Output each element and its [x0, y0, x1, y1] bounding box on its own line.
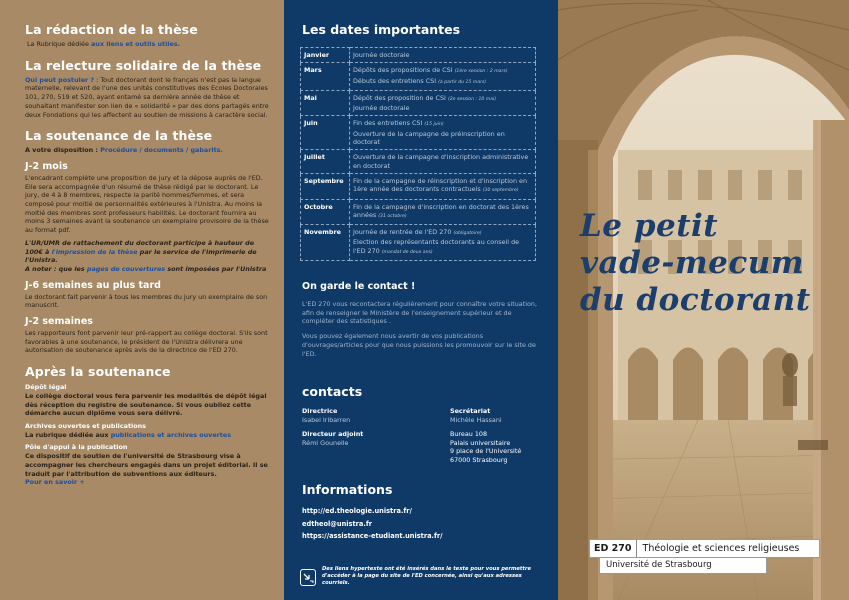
title-line: du doctorant [580, 282, 811, 318]
link-en-savoir-plus[interactable]: Pour en savoir + [25, 478, 85, 487]
contact-paragraph-1: L'ED 270 vous recontactera régulièrement pour connaître votre situation, afin de renseigner le Ministère de l'enseignement supérieur et de compléter des statistiques . [302, 300, 537, 326]
title-line: vade-mecum [580, 245, 805, 281]
j2sem-text: Les rapporteurs font parvenir leur pré-rapport au collège doctoral. S'ils sont favorables à une soutenance, le président de l'Unistra délivrera une autorisation de soutenance après avis de la directrice de l'ED 270. [25, 329, 268, 355]
event-text: Dépôts des propositions de CSI [353, 66, 455, 75]
subheading-pole: Pôle d'appui à la publication [25, 443, 128, 452]
date-row [301, 63, 536, 91]
link-ed-site[interactable]: http://ed.theologie.unistra.fr/ [302, 507, 412, 516]
date-event [353, 130, 532, 147]
subheading-depot: Dépôt légal [25, 383, 67, 392]
date-events [350, 116, 536, 150]
directrice-name[interactable]: Isabel Iribarren [302, 415, 351, 424]
event-text: Dépôt des proposition de CSI [353, 93, 448, 102]
text: La rubrique dédiée aux [25, 430, 111, 439]
j2mois-text: L'encadrant complète une proposition de jury et la dépose auprès de l'ED. Elle sera accompagnée d'un résumé de thèse rédigé par le doctorant. Le jury, de 4 à 8 membres, respecte la parité hommes/femmes, et sera composé pour moitié de personnalités extérieures à l'Unistra. Au moins la moitié des membres sont professeurs habilités. Le doctorant fournira au moins 3 semaines avant la soutenance un exemplaire provisoire de la thèse au format pdf. [25, 173, 269, 235]
adjoint-name[interactable]: Rémi Gounelle [302, 438, 349, 447]
event-text: Débuts des entretiens CSI [353, 76, 439, 85]
contacts-col-right [450, 407, 521, 464]
event-detail: (2e session : 10 mai) [447, 96, 497, 102]
subheading-j2sem: J-2 semaines [25, 316, 93, 328]
date-events [350, 225, 536, 261]
event-detail: (mandat de deux ans) [381, 249, 433, 255]
secretariat-role: Secrétariat [450, 407, 491, 416]
left-panel [0, 0, 284, 600]
footer-note-text: Des liens hypertexte ont été insérés dans le texte pour vous permettre d'accéder à la page du site de l'ED concernée, ainsi qu'aux adresses courriels. [322, 566, 531, 587]
link-assistance[interactable]: https://assistance-etudiant.unistra.fr/ [302, 532, 443, 541]
subheading-archives: Archives ouvertes et publications [25, 421, 146, 430]
contacts-col-left [302, 407, 450, 464]
address-line: 9 place de l'Université [450, 447, 522, 456]
text: : Tout doctorant dont le français n'est pas la langue maternelle, relevant de l'une des unités constitutives des Ecoles Doctorales 101, 270, 519 et 520, ayant entamé sa dernière année de thèse et souhaitant manifester son lien de « solidarité » par des dons partagés entre deux Fondations qui les affectent au soutien de missions à caractère social. [25, 75, 269, 119]
link-qui-peut-postuler[interactable]: Qui peut postuler ? [25, 75, 95, 84]
date-month: Octobre [301, 199, 350, 225]
address-line: Bureau 108 [450, 430, 488, 439]
date-row [301, 225, 536, 261]
event-detail: (31 octobre) [378, 213, 407, 219]
dates-title: Les dates importantes [302, 22, 461, 37]
address-line: 67000 Strasbourg [450, 455, 508, 464]
date-event [353, 228, 532, 238]
date-event [353, 238, 532, 257]
date-events [350, 173, 536, 199]
brochure-title [580, 208, 811, 319]
subheading-j2mois: J-2 mois [25, 160, 68, 172]
directrice-role: Directrice [302, 407, 338, 416]
informations-title: Informations [302, 482, 393, 498]
date-event [353, 177, 532, 196]
date-month: Juin [301, 116, 350, 150]
event-detail: (à partir du 15 mars) [438, 79, 487, 85]
section-text [25, 76, 270, 120]
date-event [353, 104, 532, 112]
link-couvertures[interactable]: pages de couvertures [86, 264, 166, 273]
date-row [301, 116, 536, 150]
contact-title: On garde le contact ! [302, 281, 416, 293]
event-detail: (obligatoire) [453, 231, 482, 237]
footer-note [300, 566, 550, 588]
pole-text: Ce dispositif de soutien de l'université de Strasbourg vise à accompagner les chercheurs engagés dans un projet éditorial. Il se traduit par l'attribution de subventions aux éditeurs. [25, 452, 268, 478]
text: La Rubrique dédiée [27, 40, 89, 48]
event-detail: (15 juin) [424, 122, 444, 128]
event-text: Journée de rentrée de l'ED 270 [353, 228, 454, 237]
date-month: Novembre [301, 225, 350, 261]
date-event [353, 77, 532, 87]
umr-note [25, 239, 270, 274]
text: A votre disposition : [25, 146, 98, 155]
event-text: Journée doctorale [353, 51, 410, 59]
dates-table [300, 47, 536, 261]
hyperlink-icon [300, 569, 316, 586]
date-row [301, 199, 536, 225]
date-month: Juillet [301, 150, 350, 174]
date-event [353, 51, 532, 59]
section-title: La relecture solidaire de la thèse [25, 57, 262, 73]
section-relecture [25, 58, 270, 120]
secretariat-name[interactable]: Michèle Hassani [450, 415, 502, 424]
info-links [302, 505, 544, 543]
event-text: Ouverture de la campagne de préinscription en doctorat [353, 129, 505, 147]
date-row [301, 90, 536, 116]
event-text: Election des représentants doctorants au conseil de l'ED 270 [353, 238, 520, 255]
link-archives[interactable]: publications et archives ouvertes [110, 430, 232, 439]
j6-text: Le doctorant fait parvenir à tous les membres du jury un exemplaire de son manuscrit. [25, 292, 268, 310]
event-detail: (30 septembre) [482, 188, 519, 194]
date-month: Mai [301, 90, 350, 116]
date-event [353, 66, 532, 76]
event-detail: (1ère session : 2 mars) [454, 69, 508, 75]
date-month: Septembre [301, 173, 350, 199]
adjoint-role: Directeur adjoint [302, 430, 364, 439]
date-events [350, 90, 536, 116]
date-row [301, 150, 536, 174]
contacts-block [302, 407, 544, 464]
date-event [353, 203, 532, 222]
date-month: Janvier [301, 48, 350, 63]
archives-text [25, 431, 270, 440]
contact-paragraph-2: Vous pouvez également nous avertir de vos publications d'ouvrages/articles pour que nous puissions les promouvoir sur le site de l'ED. [302, 332, 536, 358]
date-month: Mars [301, 63, 350, 91]
dispo-line [25, 146, 270, 155]
link-impression[interactable]: l'impression de la thèse [51, 247, 138, 256]
contacts-title: contacts [302, 384, 363, 400]
depot-text: Le collège doctoral vous fera parvenir les modalités de dépôt légal dès réception du registre de soutenance. Si vous oubliez cette démarche aucun diplôme vous sera délivré. [25, 391, 267, 418]
section-title: La rédaction de la thèse [25, 22, 198, 37]
right-panel [558, 0, 849, 600]
ed-badge [589, 539, 820, 574]
middle-panel [284, 0, 558, 600]
date-event [353, 94, 532, 104]
section-title: Après la soutenance [25, 364, 171, 380]
section-text [25, 40, 270, 49]
date-row [301, 48, 536, 63]
date-row [301, 173, 536, 199]
event-text: Journée doctorale [353, 104, 410, 113]
date-events [350, 199, 536, 225]
university-name: Université de Strasbourg [599, 558, 767, 574]
section-soutenance [25, 128, 270, 355]
date-events [350, 48, 536, 63]
text: L'UR/UMR de rattachement du doctorant participe à hauteur de 100€ à [25, 238, 255, 256]
link-email[interactable]: edtheol@unistra.fr [302, 519, 372, 528]
section-apres [25, 364, 270, 487]
text: A noter : que les [25, 264, 87, 273]
address-line: Palais universitaire [450, 438, 511, 447]
text: par le service de l'imprimerie de l'Unistra. [25, 247, 257, 265]
section-redaction [25, 22, 270, 49]
ed-code: ED 270 [590, 540, 637, 557]
title-line: Le petit [580, 208, 719, 244]
ed-badge-row [589, 539, 820, 558]
event-text: Fin de la campagne de réinscription et d'inscription en 1ère année des doctorants contractuels [353, 176, 528, 194]
subheading-j6: J-6 semaines au plus tard [25, 279, 161, 291]
date-events [350, 150, 536, 174]
date-event [353, 153, 532, 170]
event-text: Fin des entretiens CSI [353, 119, 425, 128]
ed-label: Théologie et sciences religieuses [642, 543, 800, 554]
link-procedure[interactable]: Procédure / documents / gabarits. [100, 146, 223, 155]
date-event [353, 119, 532, 129]
date-events [350, 63, 536, 91]
section-title: La soutenance de la thèse [25, 128, 213, 144]
event-text: Fin de la campagne d'inscription en doctorat des 1ères années [353, 202, 529, 219]
text: sont imposées par l'Unistra [165, 264, 267, 273]
event-text: Ouverture de la campagne d'inscription administrative en doctorat [353, 153, 529, 170]
link-outils[interactable]: aux liens et outils utiles. [90, 40, 181, 48]
